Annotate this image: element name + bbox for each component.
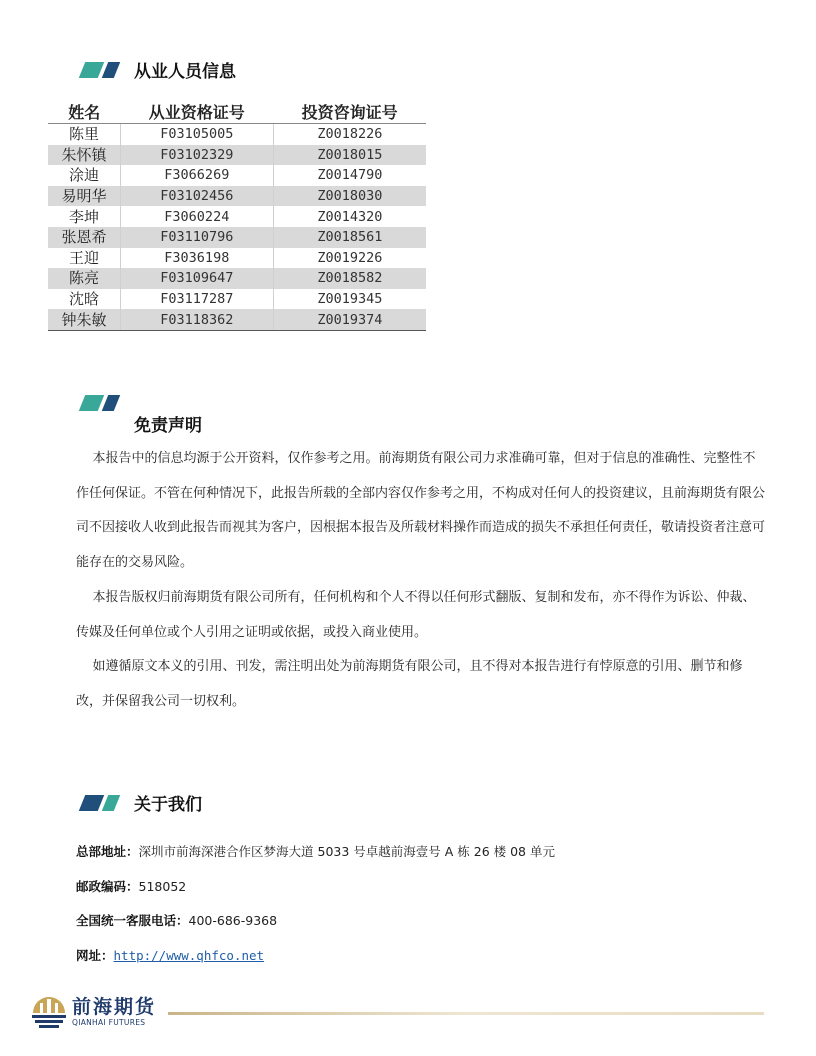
disclaimer-paragraph <box>76 650 768 719</box>
disclaimer-section-header <box>79 385 202 436</box>
disclaimer-paragraph <box>76 442 768 581</box>
about-section-header <box>79 790 202 815</box>
disclaimer-body <box>76 442 768 720</box>
logo-emblem-icon <box>30 993 68 1029</box>
table-row <box>48 165 426 186</box>
header-qualification-no: 从业资格证号 <box>120 100 273 124</box>
qualification-no-cell: F03117287 <box>120 289 273 310</box>
phone-value: 400-686-9368 <box>188 913 278 928</box>
section-bars-icon <box>79 795 123 811</box>
disclaimer-section-title: 免责声明 <box>134 416 202 436</box>
qualification-no-cell: F3060224 <box>120 206 273 227</box>
disclaimer-text-3: 如遵循原文本义的引用、刊发，需注明出处为前海期货有限公司，且不得对本报告进行有悖原意的引用、删节和修改，并保留我公司一切权利。 <box>76 659 743 709</box>
qualification-no-cell: F03102456 <box>120 186 273 207</box>
disclaimer-text-2: 本报告版权归前海期货有限公司所有，任何机构和个人不得以任何形式翻版、复制和发布，亦不得作为诉讼、仲裁、传媒及任何单位或个人引用之证明或依据，或投入商业使用。 <box>76 589 756 640</box>
address-line <box>76 842 555 860</box>
consulting-no-cell: Z0014320 <box>317 208 383 225</box>
qualification-no-cell: F3036198 <box>120 248 273 269</box>
table-row <box>48 186 426 207</box>
table-row <box>48 289 426 310</box>
staff-name-cell: 涂迪 <box>48 165 120 186</box>
table-header-row <box>48 100 426 124</box>
phone-line <box>76 911 277 929</box>
qualification-no-cell: F03110796 <box>120 227 273 248</box>
qualification-no-cell: F3066269 <box>120 165 273 186</box>
staff-name-cell: 李坤 <box>48 206 120 227</box>
postcode-value: 518052 <box>138 879 187 894</box>
staff-name-cell: 陈亮 <box>48 268 120 289</box>
staff-name-cell: 张恩希 <box>48 227 120 248</box>
header-name: 姓名 <box>48 100 120 124</box>
staff-name-cell: 王迎 <box>48 248 120 269</box>
postcode-label: 邮政编码： <box>76 879 139 894</box>
table-row <box>48 309 426 330</box>
qualification-no-cell: F03118362 <box>120 309 273 330</box>
about-section-title: 关于我们 <box>134 795 202 815</box>
website-label: 网址： <box>76 948 114 963</box>
qualification-no-cell: F03109647 <box>120 268 273 289</box>
logo-english-name: QIANHAI FUTURES <box>72 1017 146 1027</box>
qualification-no-cell: F03102329 <box>120 145 273 166</box>
company-logo <box>30 993 156 1029</box>
staff-name-cell: 沈晗 <box>48 289 120 310</box>
disclaimer-paragraph <box>76 581 768 650</box>
consulting-no-cell: Z0014790 <box>317 167 383 184</box>
table-row <box>48 124 426 145</box>
consulting-no-cell: Z0018226 <box>317 126 383 143</box>
consulting-no-cell: Z0019374 <box>273 309 426 330</box>
staff-name-cell: 钟朱敏 <box>48 309 120 330</box>
website-line <box>76 946 264 964</box>
staff-table <box>48 100 426 331</box>
consulting-no-cell: Z0018030 <box>273 186 426 207</box>
consulting-no-cell: Z0019345 <box>317 291 383 308</box>
section-bars-icon <box>79 395 123 411</box>
logo-chinese-name: 前海期货 <box>72 995 157 1018</box>
table-row <box>48 248 426 269</box>
footer-divider <box>168 1012 764 1015</box>
staff-section-title: 从业人员信息 <box>134 62 236 82</box>
address-value: 深圳市前海深港合作区梦海大道 5033 号卓越前海壹号 A 栋 26 楼 08 单元 <box>138 844 555 859</box>
consulting-no-cell: Z0019226 <box>317 249 383 266</box>
postcode-line <box>76 877 186 895</box>
disclaimer-text-1: 本报告中的信息均源于公开资料，仅作参考之用。前海期货有限公司力求准确可靠，但对于信息的准确性、完整性不作任何保证。不管在何种情况下，此报告所载的全部内容仅作参考之用，不构成对任何人的投资建议，且前海期货有限公司不因接收人收到此报告而视其为客户，因根据本报告及所载材料操作而造成的损失不承担任何责任，敬请投资者注意可能存在的交易风险。 <box>76 451 766 571</box>
staff-section-header <box>79 57 236 82</box>
address-label: 总部地址： <box>76 844 139 859</box>
consulting-no-cell: Z0018582 <box>273 268 426 289</box>
consulting-no-cell: Z0018015 <box>273 145 426 166</box>
phone-label: 全国统一客服电话： <box>76 913 189 928</box>
staff-name-cell: 易明华 <box>48 186 120 207</box>
section-bars-icon <box>79 62 123 78</box>
website-link[interactable]: http://www.qhfco.net <box>113 948 265 963</box>
staff-name-cell: 朱怀镇 <box>48 145 120 166</box>
staff-name-cell: 陈里 <box>48 124 120 145</box>
qualification-no-cell: F03105005 <box>120 124 273 145</box>
header-consulting-no: 投资咨询证号 <box>273 100 426 124</box>
table-row <box>48 145 426 166</box>
table-row <box>48 227 426 248</box>
table-row <box>48 268 426 289</box>
consulting-no-cell: Z0018561 <box>273 227 426 248</box>
table-row <box>48 206 426 227</box>
